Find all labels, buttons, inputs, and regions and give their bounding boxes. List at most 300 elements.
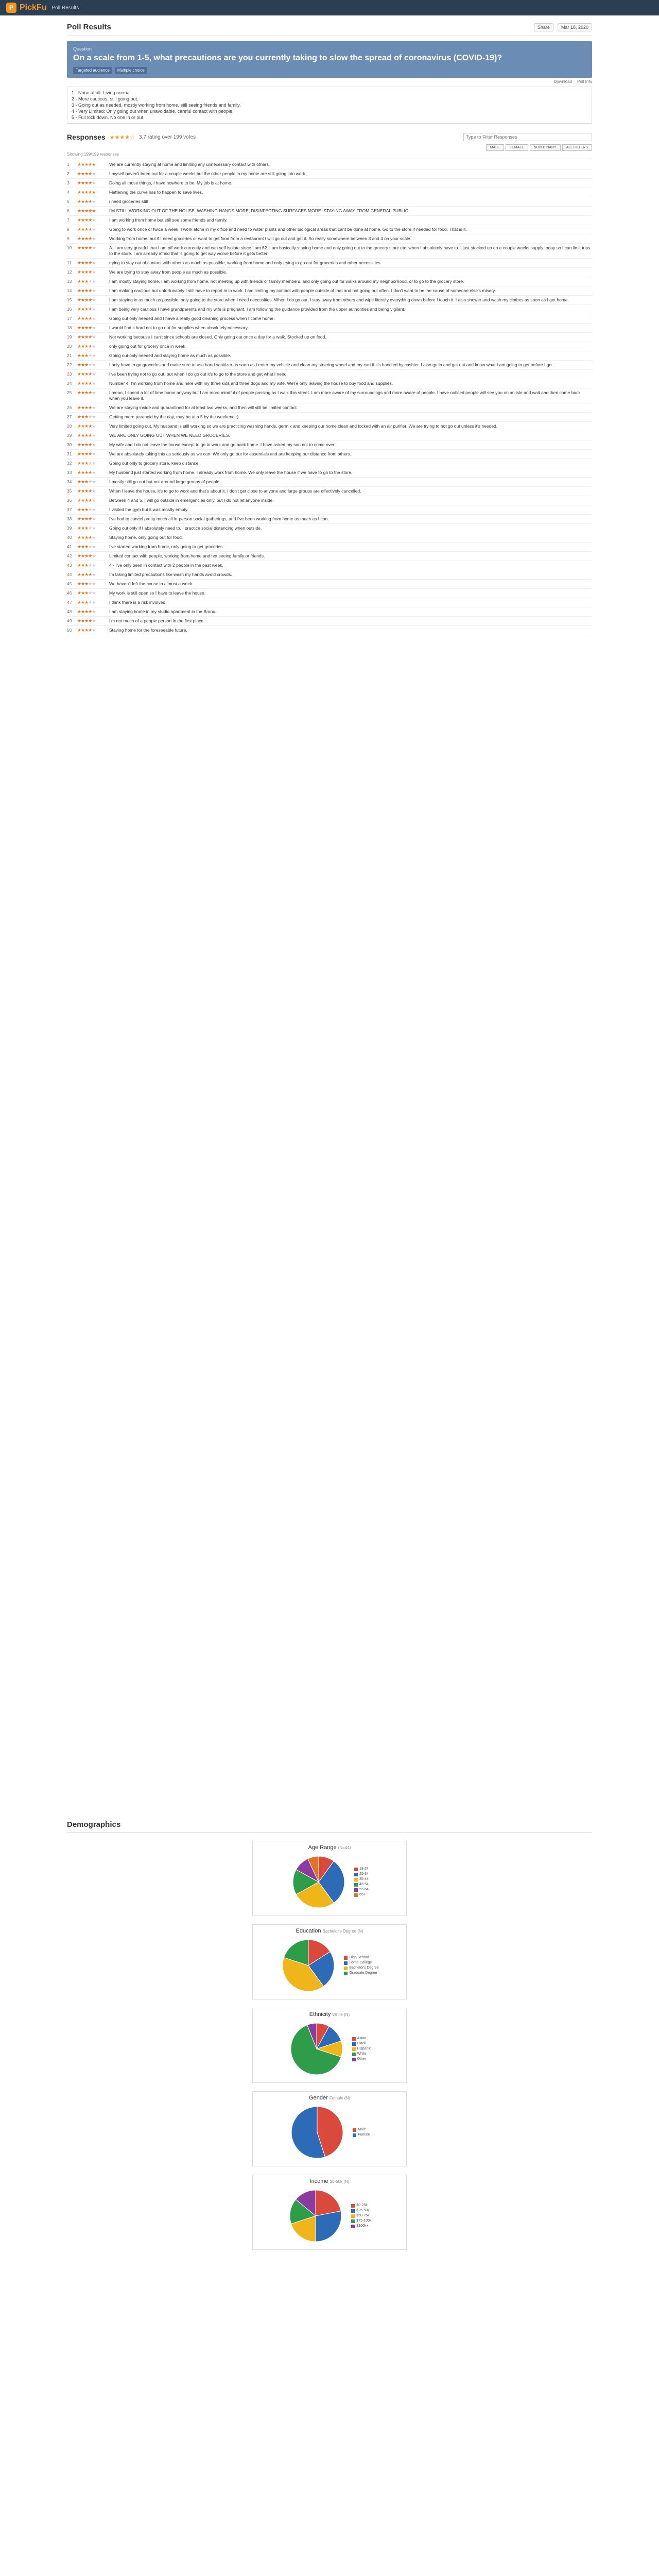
response-list [67, 160, 592, 635]
legend-swatch [351, 2219, 355, 2223]
legend-label: 55-64 [359, 1888, 369, 1891]
legend-item [344, 1955, 378, 1960]
response-number: 25 [67, 390, 72, 395]
response-text: I've started working from home, only going to get groceries. [109, 544, 224, 549]
response-stars-icon: ★★★★★ [77, 381, 96, 386]
legend-label: 45-54 [359, 1883, 369, 1886]
legend-item [351, 2218, 371, 2224]
response-row [67, 388, 592, 403]
pie-chart [287, 2188, 344, 2244]
response-stars-icon: ★★★★★ [77, 236, 96, 241]
response-text: My work is still open so I have to leave the house. [109, 590, 206, 596]
demographic-title-text: Gender [309, 2095, 328, 2101]
response-row [67, 305, 592, 314]
rating-summary: 3.7 rating over 199 votes [139, 134, 196, 140]
main-content [67, 15, 592, 2270]
response-row [67, 188, 592, 197]
legend-item [353, 2127, 370, 2132]
response-stars-icon: ★★★★★ [77, 488, 96, 494]
response-stars-icon: ★★★★★ [77, 498, 96, 503]
section-name: Poll Results [51, 5, 79, 11]
response-number: 37 [67, 507, 72, 512]
demographic-card [252, 2091, 407, 2166]
response-number: 30 [67, 442, 72, 447]
legend-swatch [354, 1873, 358, 1876]
response-text: I would find it hard not to go out for supplies when absolutely necessary. [109, 325, 249, 330]
filter-male-button[interactable]: MALE [486, 144, 504, 151]
response-text: Im taking limited precautions like wash my hands avoid crowds. [109, 572, 232, 577]
legend-swatch [354, 1878, 358, 1882]
response-text: Going out only needed and staying home as much as possible. [109, 353, 231, 358]
response-row [67, 286, 592, 296]
response-text: I am mostly staying home. I am working from home, not meeting up with friends or family members, and only going out for walks around my neighborhood, or to go to the grocery store. [109, 279, 464, 284]
response-number: 38 [67, 516, 72, 521]
response-row [67, 561, 592, 570]
response-number: 47 [67, 600, 72, 605]
response-stars-icon: ★★★★★ [77, 269, 96, 275]
response-number: 34 [67, 479, 72, 484]
response-text: We are trying to stay away from people as much as possible. [109, 269, 227, 275]
legend-swatch [352, 2047, 356, 2051]
response-stars-icon: ★★★★★ [77, 461, 96, 466]
response-text: Going out only needed and I have a really good cleaning process when I come home. [109, 316, 275, 321]
rating-stars-icon: ★★★★☆ [109, 134, 135, 141]
share-button[interactable]: Share [534, 23, 553, 31]
answer-option: 2 - More cautious, still going out. [72, 96, 138, 101]
filter-buttons [67, 144, 592, 151]
response-row [67, 607, 592, 617]
legend-swatch [351, 2209, 355, 2213]
response-text: Very limited going out. My husband is still working so we are practicing washing hands, germ x and keeping our home clean and locked with an air purifier. We are trying to not go out unless it's needed. [109, 423, 498, 429]
title-actions [534, 23, 592, 31]
response-row [67, 496, 592, 505]
response-stars-icon: ★★★★★ [77, 334, 96, 340]
legend-item [352, 2036, 371, 2041]
demographic-subtitle: $0-50k (N) [330, 2179, 350, 2184]
response-stars-icon: ★★★★★ [77, 470, 96, 475]
response-row [67, 580, 592, 589]
legend-label: $25-50k [356, 2209, 370, 2212]
response-stars-icon: ★★★★★ [77, 628, 96, 633]
legend-swatch [353, 2128, 356, 2132]
response-stars-icon: ★★★★★ [77, 316, 96, 321]
legend-swatch [344, 1967, 348, 1970]
response-text: Between 4 and 5. I will go outside in emergencies only, but I do not let anyone inside. [109, 498, 274, 503]
response-row [67, 552, 592, 561]
legend-label: Hispanic [357, 2047, 371, 2050]
pie-chart [288, 2021, 345, 2077]
response-text: Going out only if I absolutely need to. I practice social distancing when outside. [109, 526, 262, 531]
pie-legend [344, 1955, 378, 1976]
response-row [67, 459, 592, 468]
response-stars-icon: ★★★★★ [77, 451, 96, 456]
legend-label: 25-34 [359, 1872, 369, 1876]
response-stars-icon: ★★★★★ [77, 433, 96, 438]
response-row [67, 589, 592, 598]
response-number: 28 [67, 423, 72, 429]
answer-option: 1 - None at all. Living normal. [72, 90, 132, 95]
response-number: 15 [67, 297, 72, 302]
more-responses-area [67, 635, 592, 1810]
response-number: 8 [67, 227, 70, 232]
response-stars-icon: ★★★★★ [77, 353, 96, 358]
response-stars-icon: ★★★★★ [77, 208, 96, 213]
response-number: 41 [67, 544, 72, 549]
logo-icon[interactable]: P [6, 3, 16, 13]
response-text: I've been trying not to go out, but when I do go out it's to go to the store and get what I need. [109, 371, 288, 377]
legend-label: $0-25k [356, 2204, 368, 2207]
response-row [67, 487, 592, 496]
legend-label: 18-24 [359, 1867, 369, 1871]
response-number: 5 [67, 199, 70, 204]
response-number: 24 [67, 381, 72, 386]
tag-targeted: Targeted audience [73, 67, 112, 74]
download-link[interactable]: Download [553, 79, 573, 84]
response-row [67, 351, 592, 361]
legend-swatch [354, 1868, 358, 1871]
response-text: A. I am very greatful that I am off work currently and can self isolate since I am 62. I am basically staying home and only going out to the grocery store etc. when I absolutely have to. I just stocked up on a couple weeks supply today so I can limit trips to the store. I am already afraid that is going to get way worse before it gets better. [109, 245, 591, 256]
question-box [67, 41, 592, 78]
response-number: 27 [67, 414, 72, 419]
response-number: 33 [67, 470, 72, 475]
legend-label: $50-75k [356, 2214, 370, 2217]
legend-label: Black [357, 2042, 366, 2045]
legend-swatch [352, 2053, 356, 2056]
legend-item [354, 1877, 369, 1882]
legend-item [352, 2046, 371, 2052]
response-text: Doing all those things, I have nowhere to be. My job is at home. [109, 180, 233, 185]
response-stars-icon: ★★★★★ [77, 199, 96, 204]
response-number: 35 [67, 488, 72, 494]
response-stars-icon: ★★★★★ [77, 526, 96, 531]
tag-multiple-choice: Multiple choice [115, 67, 147, 74]
legend-item [352, 2041, 371, 2046]
response-number: 1 [67, 162, 70, 167]
responses-header [67, 133, 592, 141]
page-title: Poll Results [67, 23, 111, 31]
top-bar [0, 0, 659, 15]
pie-legend [351, 2203, 371, 2229]
response-row [67, 403, 592, 413]
response-stars-icon: ★★★★★ [77, 344, 96, 349]
legend-swatch [353, 2133, 356, 2137]
demographic-card [252, 2008, 407, 2083]
legend-label: Male [358, 2128, 366, 2131]
response-row [67, 225, 592, 234]
response-text: Limited contact with people, working from home and not seeing family or friends. [109, 553, 265, 558]
pie-chart [280, 1937, 337, 1994]
response-text: Staying home for the foreseeable future. [109, 628, 187, 633]
pie-slice[interactable] [316, 2211, 341, 2242]
legend-item [351, 2208, 371, 2213]
response-stars-icon: ★★★★★ [77, 217, 96, 223]
response-stars-icon: ★★★★★ [77, 279, 96, 284]
response-row [67, 179, 592, 188]
response-row [67, 570, 592, 580]
response-text: i need groceries still [109, 199, 148, 204]
response-stars-icon: ★★★★★ [77, 405, 96, 410]
legend-swatch [352, 2037, 356, 2041]
legend-item [352, 2057, 371, 2062]
response-stars-icon: ★★★★★ [77, 414, 96, 419]
response-row [67, 617, 592, 626]
response-row [67, 259, 592, 268]
demographic-title [258, 2011, 401, 2018]
response-row [67, 296, 592, 305]
response-text: I am being very cautious I have grandparents and my wife is pregnant. I am following the guidance provided from the upper authorities and being vigilant. [109, 307, 406, 312]
response-row [67, 342, 592, 351]
response-row [67, 413, 592, 422]
response-row [67, 207, 592, 216]
pie-legend [353, 2127, 370, 2138]
response-number: 19 [67, 334, 72, 340]
response-number: 46 [67, 590, 72, 596]
filter-input[interactable] [463, 133, 592, 141]
demographic-subtitle: Female (N) [329, 2096, 350, 2100]
response-text: Going out only to grocery store, keep distance. [109, 461, 200, 466]
response-number: 31 [67, 451, 72, 456]
legend-swatch [344, 1972, 348, 1975]
demographic-title-text: Age Range [308, 1844, 337, 1851]
legend-label: $75-100k [356, 2219, 372, 2223]
demographic-card [252, 1924, 407, 1999]
legend-label: Female [358, 2133, 370, 2137]
response-number: 13 [67, 279, 72, 284]
response-number: 6 [67, 208, 70, 213]
legend-label: Asian [357, 2037, 367, 2040]
response-number: 32 [67, 461, 72, 466]
demographic-title [258, 1844, 401, 1851]
response-text: I'M STILL WORKING OUT OF THE HOUSE. WASHING HANDS MORE, DISINFECTING SURFACES MORE. STAYING AWAY FROM GENERAL PUBLIC. [109, 208, 410, 213]
showing-count: Showing 199/199 responses [67, 152, 592, 159]
response-row [67, 515, 592, 524]
legend-item [352, 2052, 371, 2057]
response-text: When I leave the house, it's to go to work and that's about it. I don't get close to anyone and large groups are effectively cancelled. [109, 488, 361, 494]
response-number: 26 [67, 405, 72, 410]
response-row [67, 160, 592, 170]
legend-swatch [354, 1893, 358, 1897]
demographic-title-text: Education [296, 1928, 321, 1934]
response-stars-icon: ★★★★★ [77, 535, 96, 540]
response-number: 36 [67, 498, 72, 503]
response-text: We haven't left the house in almost a week. [109, 581, 194, 586]
response-stars-icon: ★★★★★ [77, 288, 96, 293]
legend-item [353, 2132, 370, 2138]
response-stars-icon: ★★★★★ [77, 307, 96, 312]
response-stars-icon: ★★★★★ [77, 563, 96, 568]
response-number: 40 [67, 535, 72, 540]
legend-swatch [344, 1961, 348, 1965]
demographic-title [258, 1928, 401, 1934]
response-number: 50 [67, 628, 72, 633]
legend-item [354, 1887, 369, 1892]
response-stars-icon: ★★★★★ [77, 227, 96, 232]
response-stars-icon: ★★★★★ [77, 618, 96, 623]
response-row [67, 524, 592, 533]
response-row [67, 370, 592, 379]
legend-item [344, 1965, 378, 1971]
demographic-title [258, 2095, 401, 2101]
response-stars-icon: ★★★★★ [77, 553, 96, 558]
response-text: I am staying home in my studio apartment in the Bronx. [109, 609, 216, 614]
legend-item [354, 1867, 369, 1872]
legend-item [351, 2213, 371, 2218]
response-text: I am making cautious but unfortunately I still have to report in to work. I am limiting my contact with people outside of that and not going out often. I don't want to be the cause of someone else's misery. [109, 288, 496, 293]
response-row [67, 244, 592, 259]
response-row [67, 333, 592, 342]
response-text: WE ARE ONLY GOING OUT WHEN WE NEED GROCERIES. [109, 433, 230, 438]
response-text: I've had to cancel pretty much all in-person social gatherings, and I've been working from home as much as I can. [109, 516, 329, 521]
answer-option: 5 - Full lock down. No one in or out. [72, 115, 145, 120]
response-stars-icon: ★★★★★ [77, 245, 96, 250]
response-number: 10 [67, 245, 72, 250]
response-stars-icon: ★★★★★ [77, 371, 96, 377]
response-stars-icon: ★★★★★ [77, 516, 96, 521]
legend-label: Graduate Degree [349, 1971, 377, 1975]
response-stars-icon: ★★★★★ [77, 171, 96, 176]
response-number: 39 [67, 526, 72, 531]
response-text: I mean, I spend a lot of time home anyway but I am more mindful of people passing as I walk this street. I am more aware of my surroundings and more aware of people. I have noticed people will see you on an isle and wait and then come back when you leave it. [109, 390, 581, 401]
legend-swatch [354, 1888, 358, 1892]
response-row [67, 234, 592, 244]
response-row [67, 533, 592, 543]
response-stars-icon: ★★★★★ [77, 581, 96, 586]
response-row [67, 626, 592, 635]
pie-chart [290, 1854, 347, 1910]
legend-item [354, 1872, 369, 1877]
legend-label: High School [349, 1956, 369, 1959]
response-text: Staying home, only going out for food. [109, 535, 183, 540]
response-number: 14 [67, 288, 72, 293]
answer-option: 4 - Very Limited: Only going out when unavoidable, careful contact with people. [72, 109, 234, 114]
legend-item [351, 2224, 371, 2229]
response-stars-icon: ★★★★★ [77, 390, 96, 395]
response-stars-icon: ★★★★★ [77, 162, 96, 167]
question-label: Question [73, 46, 92, 52]
response-row [67, 505, 592, 515]
legend-item [354, 1892, 369, 1897]
demographic-subtitle: (N=44) [338, 1845, 351, 1850]
response-stars-icon: ★★★★★ [77, 442, 96, 447]
response-row [67, 431, 592, 440]
response-number: 42 [67, 553, 72, 558]
pie-legend [354, 1867, 369, 1897]
legend-label: Some College [349, 1961, 372, 1964]
response-stars-icon: ★★★★★ [77, 572, 96, 577]
response-text: We are currently staying at home and limiting any unnecessary contact with others. [109, 162, 270, 167]
legend-label: Bachelor's Degree [349, 1966, 379, 1970]
legend-swatch [352, 2042, 356, 2046]
response-number: 7 [67, 217, 70, 223]
response-row [67, 361, 592, 370]
response-text: We are absolutely taking this as seriously as we can. We only go out for essentials and are keeping our distance from others. [109, 451, 351, 456]
response-stars-icon: ★★★★★ [77, 544, 96, 549]
response-text: trying to stay out of contact with others as much as possible, working from home and only trying to go out for groceries and other necessities. [109, 260, 382, 265]
response-row [67, 379, 592, 388]
legend-item [354, 1882, 369, 1887]
legend-label: Other [357, 2057, 367, 2061]
legend-label: White [357, 2052, 367, 2056]
legend-label: 35-44 [359, 1877, 369, 1881]
response-number: 20 [67, 344, 72, 349]
legend-swatch [344, 1956, 348, 1960]
page-title-row [67, 15, 592, 36]
response-number: 4 [67, 190, 70, 195]
response-number: 49 [67, 618, 72, 623]
answer-option: 3 - Going out as needed, mostly working from home, still seeing friends and family. [72, 103, 241, 108]
response-text: We are staying inside and quarantined for at least two weeks, and then will still be limited contact [109, 405, 297, 410]
response-number: 22 [67, 362, 72, 367]
response-text: My wife and I do not leave the house except to go to work and go back home. I have asked my son not to come over. [109, 442, 336, 447]
demographic-title [258, 2178, 401, 2184]
legend-swatch [351, 2214, 355, 2218]
response-stars-icon: ★★★★★ [77, 325, 96, 330]
response-text: 4 - I've only been in contact with 2 people in the past week. [109, 563, 223, 568]
response-text: I visited the gym but it was mostly empty. [109, 507, 188, 512]
legend-swatch [354, 1883, 358, 1887]
demographic-subtitle: White (N) [332, 2012, 350, 2017]
response-number: 3 [67, 180, 70, 185]
response-number: 16 [67, 307, 72, 312]
legend-swatch [352, 2058, 356, 2061]
filter-female-button[interactable]: FEMALE [506, 144, 528, 151]
poll-info-link[interactable]: Poll Info [577, 79, 592, 84]
response-text: I'm not much of a people person in the first place. [109, 618, 205, 623]
response-stars-icon: ★★★★★ [77, 479, 96, 484]
response-row [67, 440, 592, 450]
legend-item [351, 2203, 371, 2208]
app-name[interactable]: PickFu [20, 3, 47, 12]
filter-nonbinary-button[interactable]: NON-BINARY [530, 144, 561, 151]
demographics-title: Demographics [67, 1820, 592, 1833]
response-number: 12 [67, 269, 72, 275]
demographic-card [252, 1841, 407, 1916]
response-number: 9 [67, 236, 70, 241]
demographic-card [252, 2175, 407, 2250]
all-filters-button[interactable]: ALL FILTERS [562, 144, 592, 151]
legend-swatch [351, 2204, 355, 2208]
response-stars-icon: ★★★★★ [77, 507, 96, 512]
date-badge: Mar 18, 2020 [558, 23, 592, 31]
response-row [67, 324, 592, 333]
demographics-charts [67, 1841, 592, 2250]
pie-legend [352, 2036, 371, 2062]
responses-title: Responses [67, 133, 106, 141]
response-row [67, 277, 592, 286]
question-text: On a scale from 1-5, what precautions are you currently taking to slow the spread of coronavirus (COVID-19)? [73, 54, 502, 62]
response-text: I am working from home but still see some friends and family. [109, 217, 228, 223]
response-stars-icon: ★★★★★ [77, 423, 96, 429]
response-number: 23 [67, 371, 72, 377]
response-stars-icon: ★★★★★ [77, 297, 96, 302]
response-row [67, 478, 592, 487]
legend-item [344, 1971, 378, 1976]
response-stars-icon: ★★★★★ [77, 190, 96, 195]
response-text: Number 4. I'm working from home and here with my three kids and three dogs and my wife. We're only leaving the house to buy food and supplies. [109, 381, 393, 386]
response-number: 2 [67, 171, 70, 176]
response-row [67, 543, 592, 552]
response-number: 29 [67, 433, 72, 438]
response-number: 48 [67, 609, 72, 614]
response-number: 43 [67, 563, 72, 568]
response-text: I am staying in as much as possible, only going to the store when I need necessities. When I do go out, I stay away from others and wipe literally everything down before I touch it. I also shower and wash my clothes as soon as I get home. [109, 297, 569, 302]
response-text: Flattening the curve has to happen to save lives. [109, 190, 203, 195]
legend-label: $100k+ [356, 2224, 369, 2228]
response-stars-icon: ★★★★★ [77, 260, 96, 265]
response-number: 45 [67, 581, 72, 586]
response-row [67, 422, 592, 431]
response-stars-icon: ★★★★★ [77, 609, 96, 614]
